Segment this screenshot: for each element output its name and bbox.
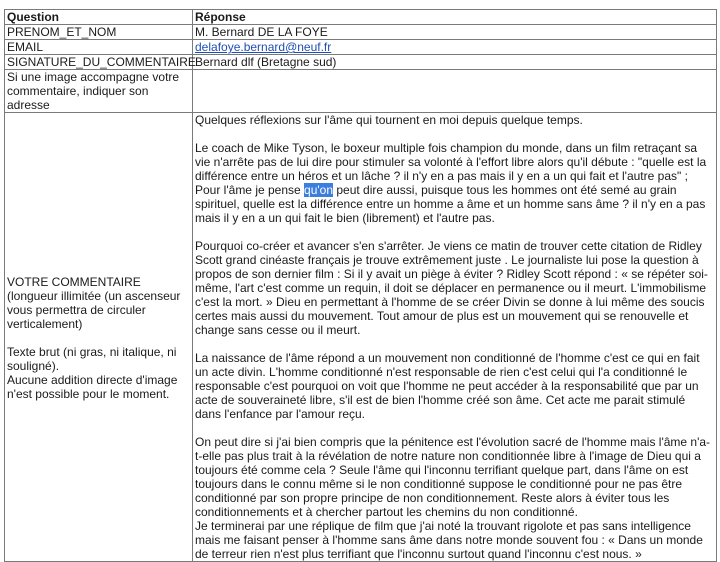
row-value-name: M. Bernard DE LA FOYE — [193, 25, 717, 40]
selected-text-highlight: qu'on — [304, 183, 334, 197]
comment-form-table — [4, 9, 717, 562]
row-value-image — [193, 70, 717, 113]
comment-text: Le coach de Mike Tyson, le boxeur multiple fois champion du monde, dans un film retraçant sa vie n'arrête pas de lui dire pour stimuler sa volonté à l'effort libre alors qu'il débute : "quelle est la différence entre un héros et un lâche ? il n'y en a pas mais il y en a un qui fait et l'autre pas" ; Pour l'âme je pense — [195, 141, 707, 197]
table-header-row — [5, 10, 717, 25]
table-row — [5, 25, 717, 40]
table-row — [5, 70, 717, 113]
table-row — [5, 55, 717, 70]
comment-paragraph: Pourquoi co-créer et avancer s'en s'arrêter. Je viens ce matin de trouver cette citation de Ridley Scott grand cinéaste français je trouve extrêmement juste . Le journaliste lui pose la question à propos de son dernier film : Si il y avait un piège à éviter ? Ridley Scott répond : « se répéter soi-même, l'art c'est comme un requin, il doit se déplacer en permanence ou il meurt. L'immobilisme c'est la mort. » Dieu en permettant à l'homme de se créer Divin se donne à lui même des soucis certes mais aussi du mouvement. Tout amour de plus est un mouvement qui se renouvelle et change sans cesse ou il meurt. — [195, 239, 708, 337]
comment-label-cell — [5, 113, 193, 562]
comment-paragraph: La naissance de l'âme répond a un mouvement non conditionné de l'homme c'est ce qui en fait un acte divin. L'homme conditionné n'est responsable de rien c'est celui qui l'a conditionné le responsable c'est pourquoi on voit que l'homme ne peut accéder à la responsabilité que par un acte de souveraineté libre, s'il est de bien l'homme créé son âme. Cet acte me parait stimulé dans l'enfance par l'amour reçu. — [195, 351, 700, 421]
comment-paragraph: Quelques réflexions sur l'âme qui tournent en moi depuis quelque temps. — [195, 113, 583, 127]
email-link[interactable]: delafoye.bernard@neuf.fr — [195, 40, 332, 54]
header-response: Réponse — [193, 10, 717, 25]
header-question: Question — [5, 10, 193, 25]
row-value-signature: Bernard dlf (Bretagne sud) — [193, 55, 717, 70]
row-label-image: Si une image accompagne votre commentaire, indiquer son adresse — [5, 70, 193, 113]
comment-paragraph — [195, 435, 714, 561]
table-row — [5, 40, 717, 55]
table-row-comment — [5, 113, 717, 562]
row-label-name: PRENOM_ET_NOM — [5, 25, 193, 40]
comment-text: Je terminerai par une réplique de film que j'ai noté la trouvant rigolote et pas sans intelligence mais me faisant penser à l'homme sans âme dans notre monde souvent fou : « Dans un monde de terreur rien n'est plus terrifiant que l'inconnu surtout quand l'inconnu c'est nous. » — [195, 519, 703, 561]
comment-text: peut dire aussi, puisque tous les hommes ont été semé au grain spirituel, quelle est la différence entre un homme a âme et un homme sans âme ? il n'y en a pas mais il y en a un qui fait le bien (librement) et l'autre pas. — [195, 183, 706, 225]
comment-label-image-note: Aucune addition directe d'image n'est possible pour le moment. — [7, 373, 178, 401]
comment-paragraph — [195, 141, 714, 225]
row-label-signature: SIGNATURE_DU_COMMENTAIRE — [5, 55, 193, 70]
comment-label-title: VOTRE COMMENTAIRE (longueur illimitée (un ascenseur vous permettra de circuler verticalement) — [7, 275, 181, 331]
row-label-email: EMAIL — [5, 40, 193, 55]
comment-label-format: Texte brut (ni gras, ni italique, ni souligné). — [7, 345, 177, 373]
comment-text: On peut dire si j'ai bien compris que la pénitence est l'évolution sacré de l'homme mais l'âme n'a-t-elle pas plus trait à la révélation de notre nature non conditionnée libre à l'image de Dieu qui a toujours été comme cela ? Seule l'âme qui l'inconnu terrifiant quelque part, dans l'âme on est toujours dans le connu même si le non conditionné suppose le conditionné pour ne pas être conditionné par son propre principe de non conditionnement. Reste alors à éviter tous les conditionnements et à chercher partout les chemins du non conditionné. — [195, 435, 711, 519]
comment-text-area[interactable] — [193, 113, 717, 562]
row-value-email-cell — [193, 40, 717, 55]
